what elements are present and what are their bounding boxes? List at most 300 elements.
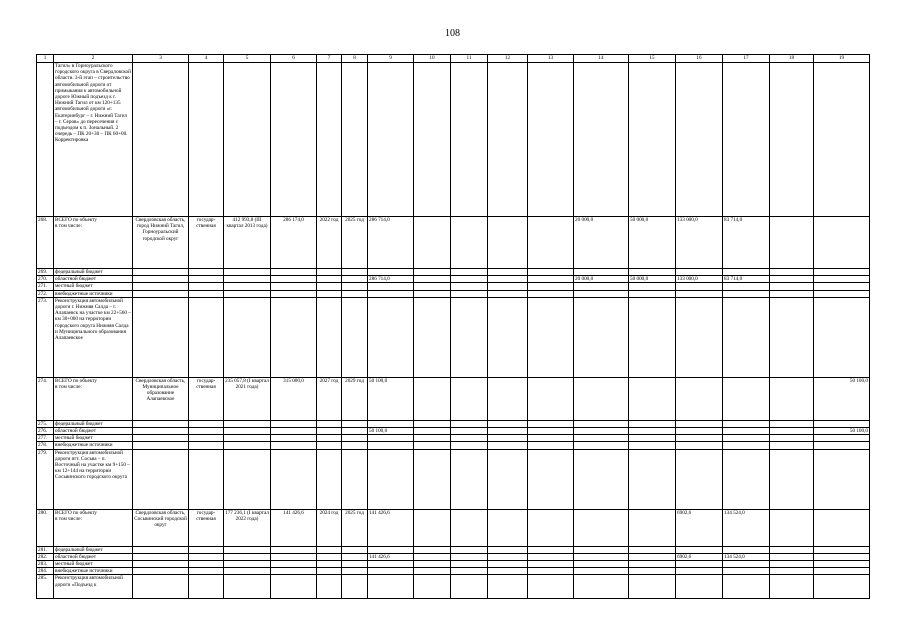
location-cell: Свердловская область, Сосьвинский городской округ (133, 509, 189, 546)
year-amount-cell (629, 63, 676, 217)
empty-cell (770, 568, 814, 575)
year-amount-cell (574, 442, 629, 449)
year-amount-cell (629, 575, 676, 599)
year-amount-cell (814, 509, 870, 546)
empty-cell (770, 561, 814, 568)
end-year-cell (342, 420, 368, 427)
year-amount-cell: 50 000,0 (629, 217, 676, 269)
row-number: 269. (37, 269, 54, 276)
empty-cell (451, 377, 488, 420)
ownership-cell (189, 297, 224, 377)
empty-cell (451, 509, 488, 546)
table-row (37, 290, 870, 297)
row-description: внебюджетные источники (54, 568, 133, 575)
year-amount-cell (574, 449, 629, 509)
row-number: 276. (37, 428, 54, 435)
empty-cell (488, 63, 528, 217)
empty-cell (414, 509, 451, 546)
end-year-cell (342, 283, 368, 290)
estimated-cost-cell (224, 561, 271, 568)
row-number: 281. (37, 546, 54, 553)
year-amount-cell: 50 100,0 (814, 377, 870, 420)
empty-cell (528, 509, 574, 546)
empty-cell (528, 553, 574, 560)
empty-cell (414, 428, 451, 435)
empty-cell (414, 561, 451, 568)
capacity-cell (271, 290, 317, 297)
empty-cell (528, 442, 574, 449)
empty-cell (414, 420, 451, 427)
column-header: 8 (342, 55, 368, 63)
total-amount-cell: 286 714,0 (368, 276, 414, 283)
row-number: 278. (37, 442, 54, 449)
year-amount-cell (629, 509, 676, 546)
start-year-cell: 2024 год (317, 509, 342, 546)
ownership-cell (189, 568, 224, 575)
year-amount-cell (574, 377, 629, 420)
capacity-cell: 315 000,0 (271, 377, 317, 420)
capacity-cell (271, 63, 317, 217)
start-year-cell (317, 568, 342, 575)
column-header: 5 (224, 55, 271, 63)
empty-cell (488, 269, 528, 276)
column-header: 2 (54, 55, 133, 63)
end-year-cell (342, 63, 368, 217)
row-number: 272. (37, 290, 54, 297)
empty-cell (528, 561, 574, 568)
end-year-cell (342, 428, 368, 435)
year-amount-cell (629, 568, 676, 575)
year-amount-cell (723, 290, 770, 297)
year-amount-cell: 20 000,0 (574, 276, 629, 283)
year-amount-cell: 83 714,0 (723, 276, 770, 283)
empty-cell (770, 442, 814, 449)
end-year-cell (342, 290, 368, 297)
empty-cell (451, 283, 488, 290)
empty-cell (451, 553, 488, 560)
year-amount-cell (723, 269, 770, 276)
column-header: 13 (528, 55, 574, 63)
capacity-cell (271, 442, 317, 449)
end-year-cell (342, 546, 368, 553)
year-amount-cell (814, 63, 870, 217)
row-description: областной бюджет (54, 276, 133, 283)
capacity-cell (271, 449, 317, 509)
location-cell (133, 553, 189, 560)
row-description: областной бюджет (54, 428, 133, 435)
end-year-cell: 2025 год (342, 509, 368, 546)
row-number: 271. (37, 283, 54, 290)
row-description: федеральный бюджет (54, 546, 133, 553)
year-amount-cell (574, 561, 629, 568)
year-amount-cell (629, 442, 676, 449)
location-cell (133, 568, 189, 575)
ownership-cell (189, 442, 224, 449)
estimated-cost-cell (224, 283, 271, 290)
empty-cell (451, 420, 488, 427)
empty-cell (488, 297, 528, 377)
empty-cell (451, 217, 488, 269)
table-row (37, 269, 870, 276)
empty-cell (488, 442, 528, 449)
empty-cell (414, 269, 451, 276)
row-description: федеральный бюджет (54, 420, 133, 427)
capacity-cell (271, 297, 317, 377)
year-amount-cell (814, 553, 870, 560)
estimated-cost-cell (224, 546, 271, 553)
estimated-cost-cell: 235 057,8 (I квартал 2021 года) (224, 377, 271, 420)
year-amount-cell (574, 269, 629, 276)
column-header: 10 (414, 55, 451, 63)
empty-cell (488, 428, 528, 435)
empty-cell (488, 217, 528, 269)
total-amount-cell (368, 575, 414, 599)
year-amount-cell (629, 553, 676, 560)
estimated-cost-cell (224, 63, 271, 217)
total-amount-cell (368, 297, 414, 377)
start-year-cell (317, 428, 342, 435)
ownership-cell (189, 420, 224, 427)
capacity-cell (271, 435, 317, 442)
start-year-cell: 2022 год (317, 217, 342, 269)
end-year-cell (342, 269, 368, 276)
column-header: 7 (317, 55, 342, 63)
empty-cell (770, 428, 814, 435)
location-cell (133, 442, 189, 449)
year-amount-cell (723, 575, 770, 599)
start-year-cell (317, 420, 342, 427)
ownership-cell: государ-ственная (189, 377, 224, 420)
empty-cell (528, 546, 574, 553)
empty-cell (770, 217, 814, 269)
capacity-cell (271, 553, 317, 560)
ownership-cell (189, 449, 224, 509)
capacity-cell (271, 546, 317, 553)
column-header: 16 (676, 55, 723, 63)
total-amount-cell (368, 290, 414, 297)
year-amount-cell (574, 435, 629, 442)
year-amount-cell (814, 297, 870, 377)
start-year-cell (317, 553, 342, 560)
empty-cell (451, 269, 488, 276)
row-number: 270. (37, 276, 54, 283)
capacity-cell (271, 276, 317, 283)
year-amount-cell (574, 509, 629, 546)
empty-cell (488, 509, 528, 546)
year-amount-cell (723, 449, 770, 509)
empty-cell (528, 575, 574, 599)
empty-cell (770, 420, 814, 427)
column-header: 6 (271, 55, 317, 63)
end-year-cell (342, 568, 368, 575)
year-amount-cell (814, 568, 870, 575)
row-description: федеральный бюджет (54, 269, 133, 276)
row-number (37, 63, 54, 217)
total-amount-cell (368, 269, 414, 276)
empty-cell (414, 377, 451, 420)
year-amount-cell: 83 714,0 (723, 217, 770, 269)
total-amount-cell: 50 100,0 (368, 377, 414, 420)
capacity-cell (271, 568, 317, 575)
ownership-cell: государ-ственная (189, 217, 224, 269)
end-year-cell: 2029 год (342, 377, 368, 420)
year-amount-cell (629, 283, 676, 290)
empty-cell (451, 442, 488, 449)
table-row (37, 435, 870, 442)
location-cell (133, 283, 189, 290)
year-amount-cell: 50 100,0 (814, 428, 870, 435)
year-amount-cell: 50 000,0 (629, 276, 676, 283)
empty-cell (488, 435, 528, 442)
year-amount-cell (676, 283, 723, 290)
year-amount-cell (814, 575, 870, 599)
table-row (37, 297, 870, 377)
year-amount-cell (676, 546, 723, 553)
empty-cell (770, 297, 814, 377)
location-cell (133, 435, 189, 442)
estimated-cost-cell: 412 993,8 (III квартал 2013 года) (224, 217, 271, 269)
estimated-cost-cell (224, 269, 271, 276)
ownership-cell (189, 435, 224, 442)
end-year-cell (342, 449, 368, 509)
end-year-cell (342, 553, 368, 560)
estimated-cost-cell (224, 575, 271, 599)
total-amount-cell: 141 426,6 (368, 553, 414, 560)
empty-cell (488, 575, 528, 599)
year-amount-cell (629, 269, 676, 276)
end-year-cell (342, 561, 368, 568)
year-amount-cell: 134 524,0 (723, 509, 770, 546)
empty-cell (451, 449, 488, 509)
row-number: 273. (37, 297, 54, 377)
year-amount-cell (723, 283, 770, 290)
empty-cell (488, 568, 528, 575)
capacity-cell (271, 269, 317, 276)
empty-cell (770, 435, 814, 442)
year-amount-cell (676, 435, 723, 442)
empty-cell (528, 297, 574, 377)
year-amount-cell (629, 377, 676, 420)
location-cell (133, 269, 189, 276)
row-description: ВСЕГО по объекту в том числе: (54, 217, 133, 269)
start-year-cell: 2027 год (317, 377, 342, 420)
year-amount-cell (676, 269, 723, 276)
start-year-cell (317, 276, 342, 283)
empty-cell (488, 553, 528, 560)
year-amount-cell (676, 428, 723, 435)
estimated-cost-cell (224, 276, 271, 283)
ownership-cell (189, 290, 224, 297)
ownership-cell (189, 428, 224, 435)
row-number: 275. (37, 420, 54, 427)
empty-cell (528, 217, 574, 269)
year-amount-cell (629, 428, 676, 435)
year-amount-cell (574, 63, 629, 217)
year-amount-cell (723, 442, 770, 449)
empty-cell (451, 435, 488, 442)
row-description: местный бюджет (54, 561, 133, 568)
end-year-cell (342, 435, 368, 442)
total-amount-cell (368, 546, 414, 553)
ownership-cell (189, 276, 224, 283)
total-amount-cell: 141 426,6 (368, 509, 414, 546)
ownership-cell (189, 553, 224, 560)
year-amount-cell (676, 442, 723, 449)
end-year-cell (342, 276, 368, 283)
year-amount-cell (814, 269, 870, 276)
row-number: 268. (37, 217, 54, 269)
empty-cell (414, 290, 451, 297)
row-description: местный бюджет (54, 435, 133, 442)
capacity-cell: 141 426,6 (271, 509, 317, 546)
row-number: 282. (37, 553, 54, 560)
empty-cell (770, 509, 814, 546)
year-amount-cell (723, 435, 770, 442)
estimated-cost-cell (224, 297, 271, 377)
empty-cell (488, 546, 528, 553)
empty-cell (770, 63, 814, 217)
year-amount-cell (676, 561, 723, 568)
start-year-cell (317, 63, 342, 217)
total-amount-cell (368, 561, 414, 568)
year-amount-cell (676, 290, 723, 297)
start-year-cell (317, 269, 342, 276)
empty-cell (488, 420, 528, 427)
empty-cell (414, 449, 451, 509)
year-amount-cell: 133 000,0 (676, 217, 723, 269)
year-amount-cell (574, 297, 629, 377)
empty-cell (488, 290, 528, 297)
row-number: 280. (37, 509, 54, 546)
year-amount-cell (814, 546, 870, 553)
table-row (37, 509, 870, 546)
empty-cell (451, 568, 488, 575)
column-header: 12 (488, 55, 528, 63)
total-amount-cell: 50 100,0 (368, 428, 414, 435)
table-row (37, 283, 870, 290)
empty-cell (770, 290, 814, 297)
year-amount-cell (574, 420, 629, 427)
capacity-cell (271, 428, 317, 435)
year-amount-cell (574, 575, 629, 599)
capacity-cell (271, 575, 317, 599)
location-cell (133, 290, 189, 297)
start-year-cell (317, 546, 342, 553)
row-description: внебюджетные источники (54, 290, 133, 297)
year-amount-cell (676, 297, 723, 377)
empty-cell (414, 297, 451, 377)
ownership-cell (189, 546, 224, 553)
empty-cell (770, 276, 814, 283)
row-number: 274. (37, 377, 54, 420)
empty-cell (414, 442, 451, 449)
year-amount-cell (629, 546, 676, 553)
location-cell (133, 276, 189, 283)
estimated-cost-cell (224, 449, 271, 509)
start-year-cell (317, 449, 342, 509)
start-year-cell (317, 297, 342, 377)
row-description: Реконструкция автомобильной дороги г. Нижняя Салда – г. Алапаевск на участке км 22+560 – км 30+000 на территории городского округа Нижняя Салда и Муниципального образования Алапаевское (54, 297, 133, 377)
year-amount-cell (574, 290, 629, 297)
table-row (37, 63, 870, 217)
table-row (37, 553, 870, 560)
estimated-cost-cell (224, 553, 271, 560)
start-year-cell (317, 561, 342, 568)
column-header: 9 (368, 55, 414, 63)
total-amount-cell (368, 568, 414, 575)
location-cell (133, 575, 189, 599)
column-header: 4 (189, 55, 224, 63)
empty-cell (414, 217, 451, 269)
location-cell (133, 63, 189, 217)
row-description: Реконструкция автомобильной дороги «Подъезд к (54, 575, 133, 599)
year-amount-cell: 20 000,0 (574, 217, 629, 269)
row-number: 283. (37, 561, 54, 568)
empty-cell (451, 63, 488, 217)
empty-cell (770, 449, 814, 509)
year-amount-cell (676, 575, 723, 599)
empty-cell (414, 63, 451, 217)
empty-cell (528, 276, 574, 283)
total-amount-cell: 286 714,0 (368, 217, 414, 269)
year-amount-cell (676, 377, 723, 420)
total-amount-cell (368, 63, 414, 217)
total-amount-cell (368, 449, 414, 509)
estimated-cost-cell (224, 568, 271, 575)
table-row (37, 217, 870, 269)
year-amount-cell (814, 290, 870, 297)
row-number: 284. (37, 568, 54, 575)
empty-cell (488, 449, 528, 509)
year-amount-cell (574, 546, 629, 553)
estimated-cost-cell (224, 442, 271, 449)
empty-cell (528, 428, 574, 435)
row-description: Реконструкция автомобильной дороги пгт. Сосьва – п. Восточный на участке км 9+150 – км 12+144 на территории Сосьвинского городского округа (54, 449, 133, 509)
estimated-cost-cell (224, 435, 271, 442)
year-amount-cell (629, 449, 676, 509)
row-number: 279. (37, 449, 54, 509)
column-header: 19 (814, 55, 870, 63)
empty-cell (414, 568, 451, 575)
table-row (37, 568, 870, 575)
row-description: местный бюджет (54, 283, 133, 290)
column-header: 15 (629, 55, 676, 63)
year-amount-cell (814, 449, 870, 509)
empty-cell (488, 276, 528, 283)
empty-cell (414, 553, 451, 560)
year-amount-cell (814, 435, 870, 442)
year-amount-cell (814, 276, 870, 283)
end-year-cell (342, 442, 368, 449)
capacity-cell (271, 561, 317, 568)
year-amount-cell (574, 553, 629, 560)
empty-cell (528, 420, 574, 427)
estimated-cost-cell (224, 290, 271, 297)
row-number: 285. (37, 575, 54, 599)
table-row (37, 561, 870, 568)
table-row (37, 377, 870, 420)
empty-cell (488, 561, 528, 568)
location-cell (133, 297, 189, 377)
year-amount-cell (723, 297, 770, 377)
year-amount-cell: 133 000,0 (676, 276, 723, 283)
empty-cell (528, 449, 574, 509)
table-row (37, 428, 870, 435)
year-amount-cell (723, 561, 770, 568)
year-amount-cell (629, 290, 676, 297)
location-cell (133, 428, 189, 435)
column-header: 3 (133, 55, 189, 63)
